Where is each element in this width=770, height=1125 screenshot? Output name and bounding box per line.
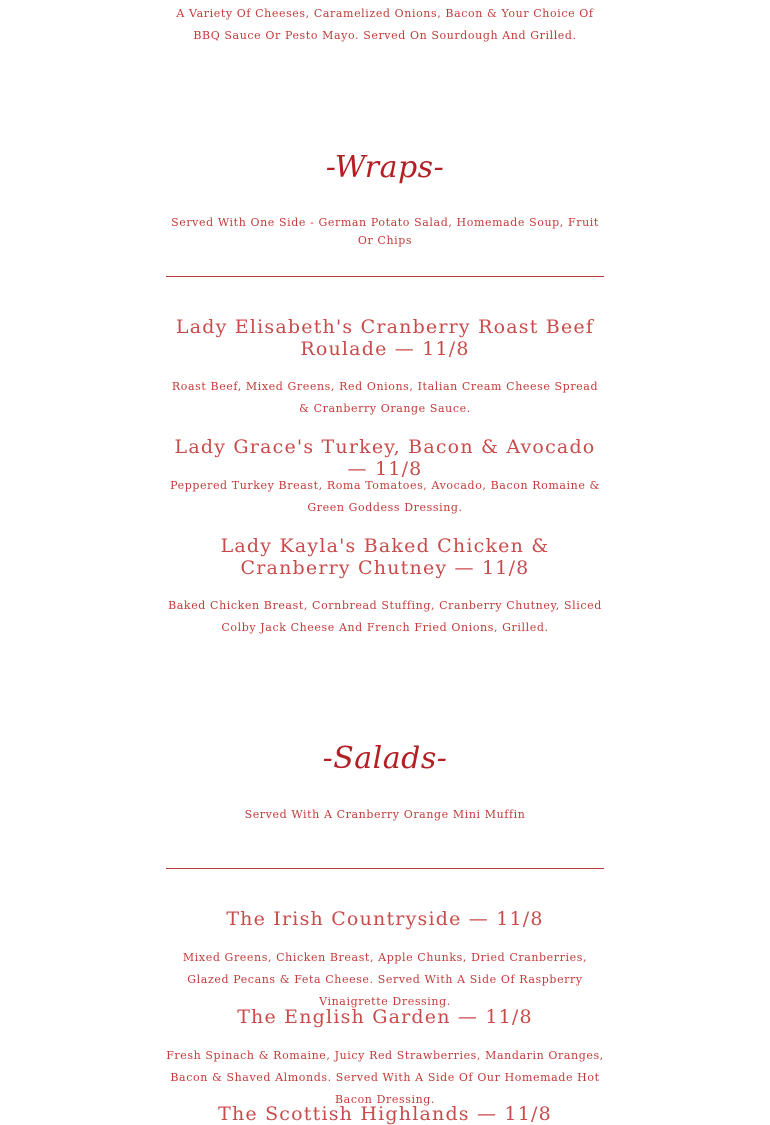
wraps-section-subtitle: Served With One Side - German Potato Salad, Homemade Soup, Fruit Or Chips <box>171 216 599 247</box>
menu-item-description: Baked Chicken Breast, Cornbread Stuffing, Cranberry Chutney, Sliced Colby Jack Cheese And French Fried Onions, Grilled. <box>168 599 602 634</box>
menu-item-description: Mixed Greens, Chicken Breast, Apple Chunks, Dried Cranberries, Glazed Pecans & Feta Cheese. Served With A Side Of Raspberry Vinaigrette Dressing. <box>182 951 588 1008</box>
menu-item-title: Lady Grace's Turkey, Bacon & Avocado — 11/8 <box>174 436 596 480</box>
menu-item-description: Fresh Spinach & Romaine, Juicy Red Strawberries, Mandarin Oranges, Bacon & Shaved Almonds. Served With A Side Of Our Homemade Hot Bacon Dressing. <box>166 1049 604 1106</box>
wraps-divider <box>166 276 604 277</box>
salads-section-title: -Salads- <box>322 741 448 776</box>
menu-item-description: Peppered Turkey Breast, Roma Tomatoes, Avocado, Bacon Romaine & Green Goddess Dressing. <box>170 479 600 514</box>
salads-divider <box>166 868 604 869</box>
menu-item-title: The Irish Countryside — 11/8 <box>226 908 544 930</box>
menu-item-description: Roast Beef, Mixed Greens, Red Onions, Italian Cream Cheese Spread & Cranberry Orange Sauce. <box>171 380 599 415</box>
wraps-section-title: -Wraps- <box>325 150 445 185</box>
menu-item-title: The English Garden — 11/8 <box>237 1006 533 1028</box>
menu-item-title: Lady Elisabeth's Cranberry Roast Beef Roulade — 11/8 <box>175 316 595 360</box>
menu-item-title: Lady Kayla's Baked Chicken & Cranberry Chutney — 11/8 <box>220 535 550 579</box>
intro-description: A Variety Of Cheeses, Caramelized Onions, Bacon & Your Choice Of BBQ Sauce Or Pesto Mayo. Served On Sourdough And Grilled. <box>176 7 594 42</box>
salads-section-subtitle: Served With A Cranberry Orange Mini Muffin <box>244 808 526 821</box>
menu-item-title: The Scottish Highlands — 11/8 <box>218 1103 552 1125</box>
